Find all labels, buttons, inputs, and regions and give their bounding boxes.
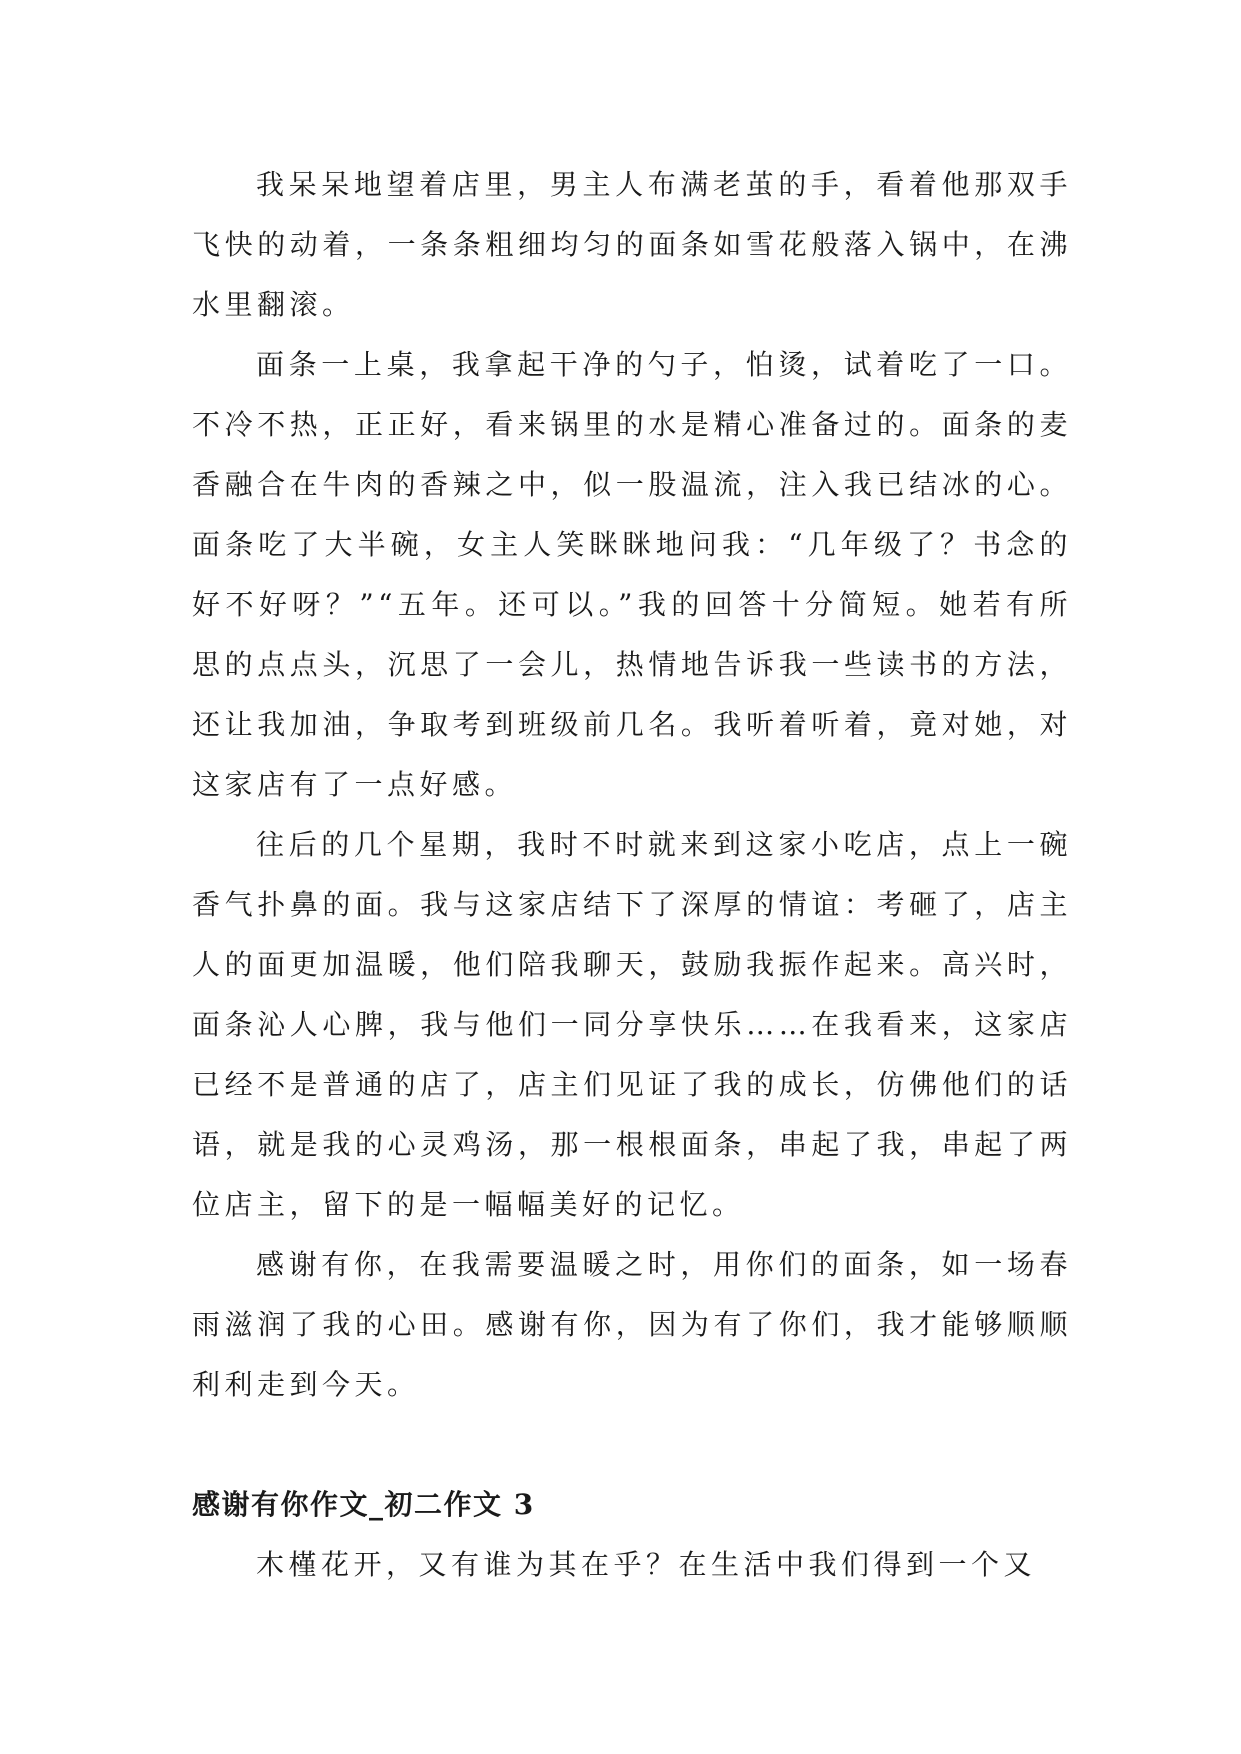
paragraph-following-weeks: 往后的几个星期，我时不时就来到这家小吃店，点上一碗香气扑鼻的面。我与这家店结下了深厚的情谊：考砸了，店主人的面更加温暖，他们陪我聊天，鼓励我振作起来。高兴时，面条沁人心脾，我与他们一同分享快乐……在我看来，这家店已经不是普通的店了，店主们见证了我的成长，仿佛他们的话语，就是我的心灵鸡汤，那一根根面条，串起了我，串起了两位店主，留下的是一幅幅美好的记忆。 [192, 828, 1072, 1221]
section-title: 感谢有你作文_初二作文 3 [192, 1488, 535, 1521]
paragraph-gratitude: 感谢有你，在我需要温暖之时，用你们的面条，如一场春雨滋润了我的心田。感谢有你，因为有了你们，我才能够顺顺利利走到今天。 [192, 1248, 1072, 1401]
paragraph-hibiscus: 木槿花开，又有谁为其在乎？在生活中我们得到一个又 [256, 1548, 1037, 1581]
paragraph-first-taste: 面条一上桌，我拿起干净的勺子，怕烫，试着吃了一口。不冷不热，正正好，看来锅里的水是精心准备过的。面条的麦香融合在牛肉的香辣之中，似一股温流，注入我已结冰的心。面条吃了大半碗，女主人笑眯眯地问我：“几年级了？书念的好不好呀？”“五年。还可以。”我的回答十分简短。她若有所思的点点头，沉思了一会儿，热情地告诉我一些读书的方法，还让我加油，争取考到班级前几名。我听着听着，竟对她，对这家店有了一点好感。 [192, 348, 1072, 801]
document-body [192, 155, 1072, 1595]
paragraph-noodle-making: 我呆呆地望着店里，男主人布满老茧的手，看着他那双手飞快的动着，一条条粗细均匀的面条如雪花般落入锅中，在沸水里翻滚。 [192, 168, 1072, 321]
